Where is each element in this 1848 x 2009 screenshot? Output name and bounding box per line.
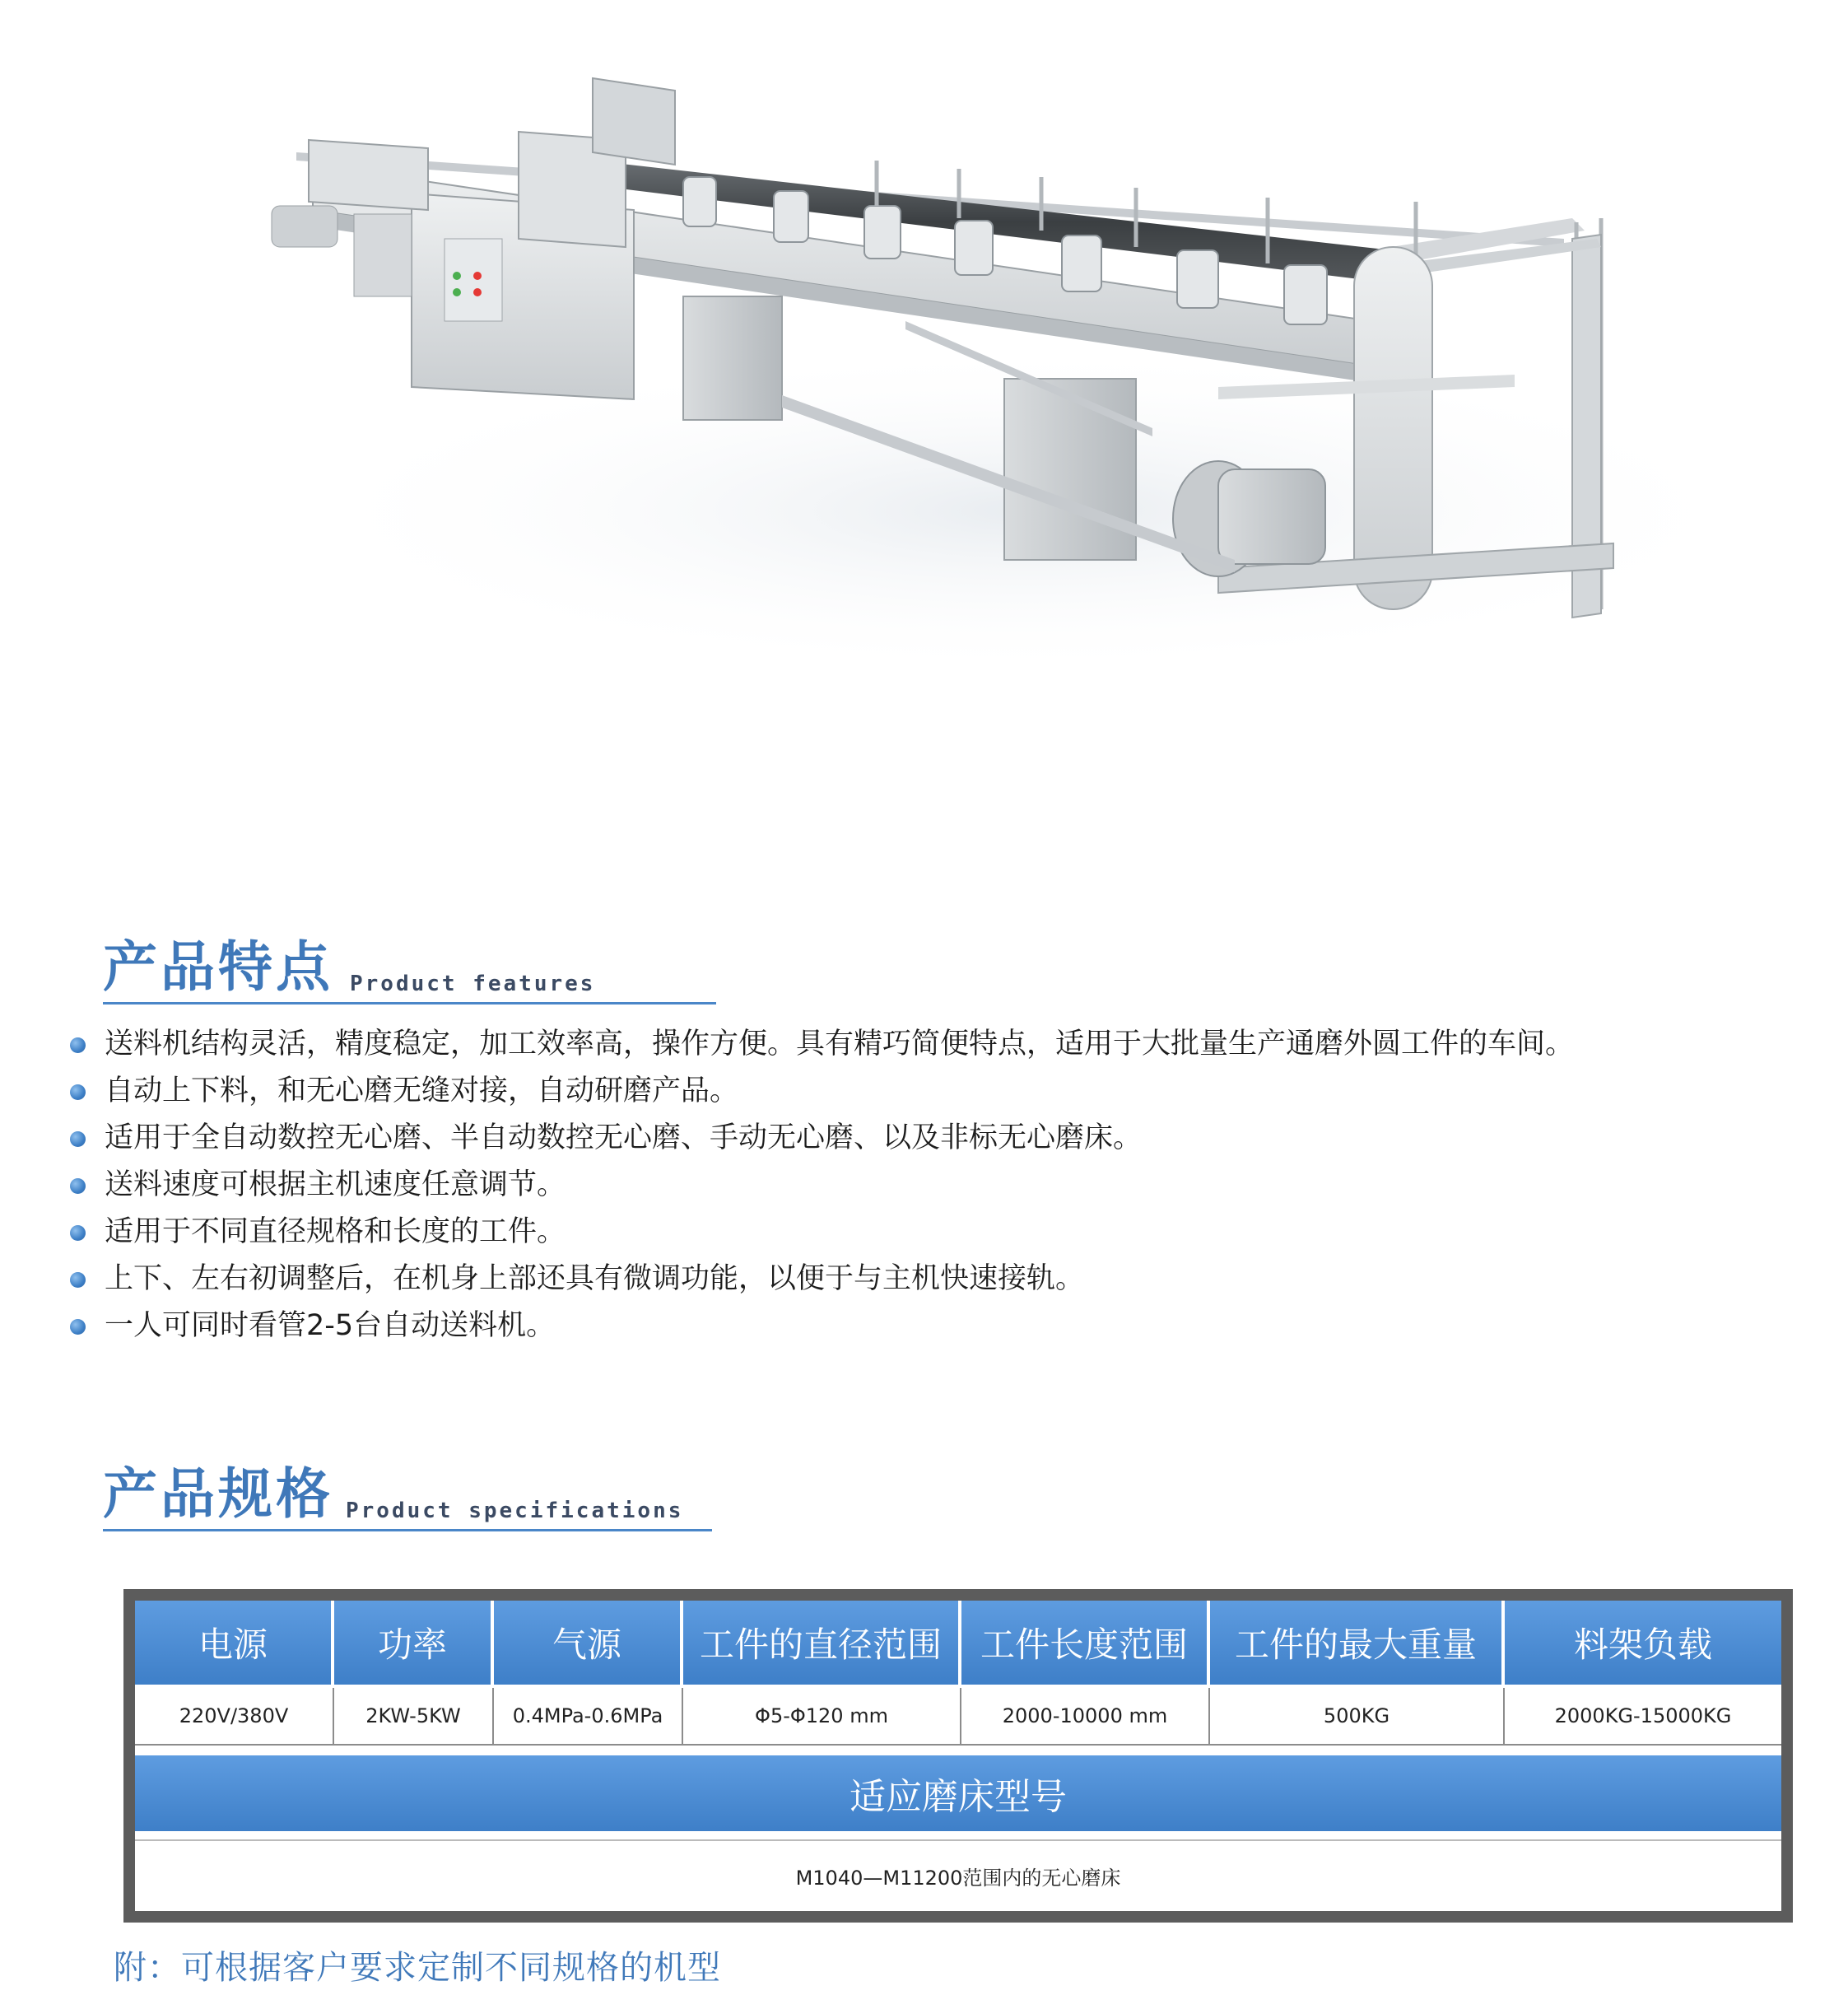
- feature-item: [70, 1068, 1799, 1115]
- value-max-weight: 500KG: [1210, 1688, 1505, 1746]
- bullet-icon: [70, 1319, 86, 1335]
- features-list: [70, 1021, 1799, 1349]
- feature-item: [70, 1209, 1799, 1256]
- specs-heading-rule: [103, 1529, 712, 1531]
- feature-item: [70, 1162, 1799, 1209]
- bullet-icon: [70, 1225, 86, 1241]
- header-power: 功率: [334, 1601, 494, 1685]
- value-power-supply: 220V/380V: [135, 1688, 334, 1746]
- specs-heading: [103, 1462, 712, 1531]
- auto-feeder-machine-image: [0, 0, 1848, 741]
- feature-item: [70, 1303, 1799, 1349]
- spec-header-row: [135, 1601, 1781, 1685]
- feature-item: [70, 1256, 1799, 1303]
- feature-text: 送料速度可根据主机速度任意调节。: [105, 1168, 566, 1201]
- feature-item: [70, 1021, 1799, 1068]
- header-max-weight: 工件的最大重量: [1210, 1601, 1505, 1685]
- bullet-icon: [70, 1084, 86, 1100]
- features-heading: [103, 935, 716, 1004]
- spec-value-row: [135, 1688, 1781, 1746]
- feature-text: 自动上下料，和无心磨无缝对接，自动研磨产品。: [105, 1074, 739, 1107]
- features-heading-rule: [103, 1002, 716, 1004]
- features-title-en: Product features: [350, 972, 596, 996]
- value-length-range: 2000-10000 mm: [961, 1688, 1210, 1746]
- specs-title-cn: 产品规格: [103, 1462, 333, 1526]
- features-title-cn: 产品特点: [103, 935, 333, 999]
- value-diameter-range: Φ5-Φ120 mm: [683, 1688, 961, 1746]
- footnote: 附：可根据客户要求定制不同规格的机型: [114, 1949, 721, 1987]
- header-power-supply: 电源: [135, 1601, 334, 1685]
- bullet-icon: [70, 1131, 86, 1147]
- bullet-icon: [70, 1037, 86, 1053]
- feature-item: [70, 1115, 1799, 1162]
- value-power: 2KW-5KW: [334, 1688, 494, 1746]
- header-length-range: 工件长度范围: [961, 1601, 1210, 1685]
- spec-table-body: [135, 1601, 1781, 1911]
- feature-text: 一人可同时看管2-5台自动送料机。: [105, 1309, 556, 1342]
- feature-text: 适用于不同直径规格和长度的工件。: [105, 1215, 566, 1248]
- value-rack-load: 2000KG-15000KG: [1505, 1688, 1781, 1746]
- header-diameter-range: 工件的直径范围: [683, 1601, 961, 1685]
- value-air-source: 0.4MPa-0.6MPa: [494, 1688, 683, 1746]
- header-rack-load: 料架负载: [1505, 1601, 1781, 1685]
- feature-text: 送料机结构灵活，精度稳定，加工效率高，操作方便。具有精巧简便特点，适用于大批量生产通磨外圆工件的车间。: [105, 1028, 1575, 1060]
- bullet-icon: [70, 1272, 86, 1288]
- bullet-icon: [70, 1178, 86, 1194]
- specs-title-en: Product specifications: [346, 1499, 684, 1523]
- feature-text: 上下、左右初调整后，在机身上部还具有微调功能，以便于与主机快速接轨。: [105, 1262, 1085, 1295]
- grinder-model-value: M1040—M11200范围内的无心磨床: [135, 1839, 1781, 1911]
- grinder-model-header: 适应磨床型号: [135, 1755, 1781, 1831]
- spec-table: [123, 1589, 1793, 1923]
- feature-text: 适用于全自动数控无心磨、半自动数控无心磨、手动无心磨、以及非标无心磨床。: [105, 1121, 1143, 1154]
- header-air-source: 气源: [494, 1601, 683, 1685]
